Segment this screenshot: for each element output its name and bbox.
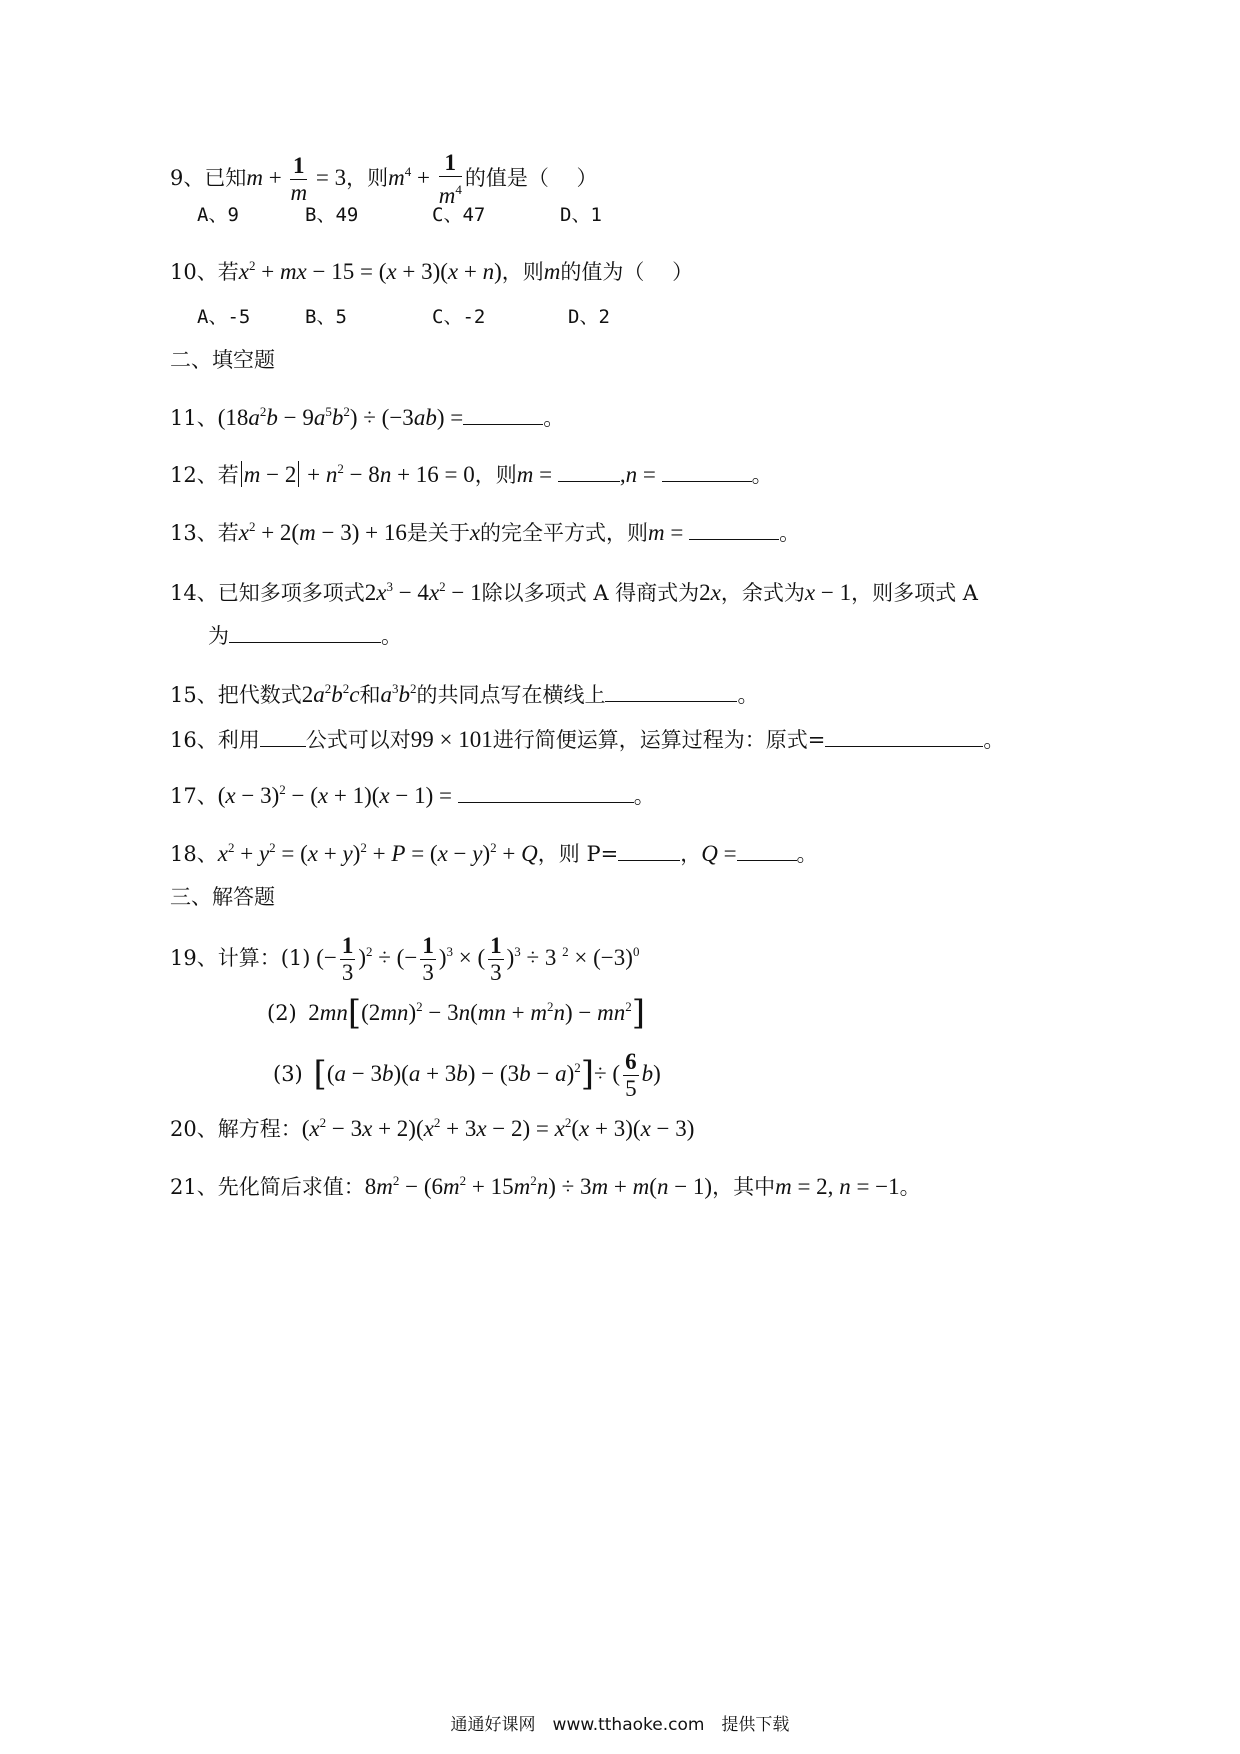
q10-option-d: D、2: [568, 306, 610, 328]
section-heading-fill-blank: 二、填空题: [170, 348, 275, 372]
answer-blank[interactable]: [605, 683, 737, 702]
q11-label: 11、: [170, 406, 218, 430]
q9-option-a: A、9: [197, 204, 239, 226]
q19-label: 19、计算：: [170, 946, 281, 970]
q9-option-b: B、49: [305, 204, 359, 226]
q10-label: 10、若: [170, 260, 239, 284]
q9-mid: ，则: [346, 166, 389, 190]
question-18: 18、$x^2 + y^2 = (x + y)^2 + P = (x - y)^2 + Q$，则 P= ，Q = 。: [170, 840, 818, 866]
question-21: 21、先化简后求值：$8m^2 - (6m^2 + 15m^2n) \div 3m + m(n - 1)$，其中m = 2, n = −1。: [170, 1173, 921, 1199]
question-19-part-2: (2) $2mn[(2mn)^2 - 3n(mn + m^2n) - mn^2]$: [267, 993, 646, 1033]
q9-formula-left: m: [246, 165, 263, 190]
answer-blank-formula[interactable]: [260, 728, 306, 747]
q18-label: 18、: [170, 842, 218, 866]
q10-tail: 的值为（ ）: [560, 260, 694, 284]
question-19-part-3: (3) $[(a - 3b)(a + 3b) - (3b - a)^2]\div$ ( $\frac{6}{5}$ b): [273, 1049, 661, 1101]
q9-option-c: C、47: [432, 204, 486, 226]
fraction: $\frac{6}{5}$: [625, 1049, 637, 1101]
q9-label: 9、已知: [170, 166, 247, 190]
question-13: 13、若$x^2 + 2(m - 3) + 16$是关于x的完全平方式，则m = 。: [170, 519, 801, 545]
answer-blank-m[interactable]: [558, 463, 620, 482]
q10-option-b: B、5: [305, 306, 347, 328]
answer-blank[interactable]: [463, 406, 543, 425]
q10-mid: ，则: [501, 260, 544, 284]
question-12: 12、若 $m - 2 + n^2 - 8n + 16 = 0$，则m = ,n = 。: [170, 461, 773, 487]
q21-label: 21、先化简后求值：: [170, 1175, 365, 1199]
q20-label: 20、解方程：: [170, 1117, 302, 1141]
answer-blank[interactable]: [689, 521, 779, 540]
fraction: $\frac{1}{3}$: [341, 933, 354, 985]
q16-label: 16、利用: [170, 728, 260, 752]
question-14-line-2: 为 。: [208, 624, 402, 648]
question-17: 17、$(x - 3)^2 - (x + 1)(x - 1)$ = 。: [170, 782, 655, 808]
answer-blank-p[interactable]: [618, 842, 680, 861]
page-footer: 通通好课网 www.tthaoke.com 提供下载: [450, 1715, 790, 1735]
q10-option-c: C、-2: [432, 306, 486, 328]
answer-blank-n[interactable]: [662, 463, 752, 482]
q9-tail: 的值是（ ）: [464, 166, 598, 190]
question-15: 15、把代数式$2a^2b^2c$和$a^3b^2$的共同点写在横线上 。: [170, 681, 759, 707]
q10-option-a: A、-5: [197, 306, 251, 328]
question-19-part-1: 19、计算：(1) (− $\frac{1}{3}$ )$^2$ ÷ (− $\frac{1}{3}$ )$^3$ × ( $\frac{1}{3}$ )$^3$ ÷ 3 $^2 \times (-3)^0$: [170, 933, 640, 985]
q9-option-d: D、1: [560, 204, 602, 226]
section-heading-solve: 三、解答题: [170, 885, 275, 909]
question-14: 14、已知多项多项式$2x^3 - 4x^2 - 1$除以多项式 A 得商式为2x，余式为x − 1，则多项式 A: [170, 579, 978, 605]
question-11: 11、$(18a^2b - 9a^5b^2) \div (-3ab)$ = 。: [170, 404, 565, 430]
fraction: $\frac{1}{m}$: [290, 153, 308, 205]
answer-blank-process[interactable]: [825, 728, 983, 747]
answer-blank-q[interactable]: [737, 842, 797, 861]
answer-blank[interactable]: [458, 784, 634, 803]
question-16: 16、利用 公式可以对99 × 101进行简便运算，运算过程为：原式= 。: [170, 727, 1005, 752]
question-10: 10、若$x^2$ + mx − 15 = (x + 3)(x + n)，则m的值为（ ）: [170, 258, 694, 284]
question-9: 9、已知m + $\frac{1}{m}$ = 3，则$m^4$ + $\frac{1}{m^4}$ 的值是（ ）: [170, 150, 598, 208]
fraction: $\frac{1}{m^4}$: [438, 150, 462, 208]
fraction: $\frac{1}{3}$: [490, 933, 502, 985]
q14-label: 14、已知多项多项式: [170, 581, 365, 605]
fraction: $\frac{1}{3}$: [422, 933, 434, 985]
answer-blank[interactable]: [229, 624, 381, 643]
q17-label: 17、: [170, 784, 218, 808]
q13-label: 13、若: [170, 521, 239, 545]
q15-label: 15、把代数式: [170, 683, 302, 707]
q12-label: 12、若: [170, 463, 239, 487]
question-20: 20、解方程：$(x^2 - 3x + 2)(x^2 + 3x - 2) = x^2(x + 3)(x - 3)$: [170, 1115, 695, 1141]
